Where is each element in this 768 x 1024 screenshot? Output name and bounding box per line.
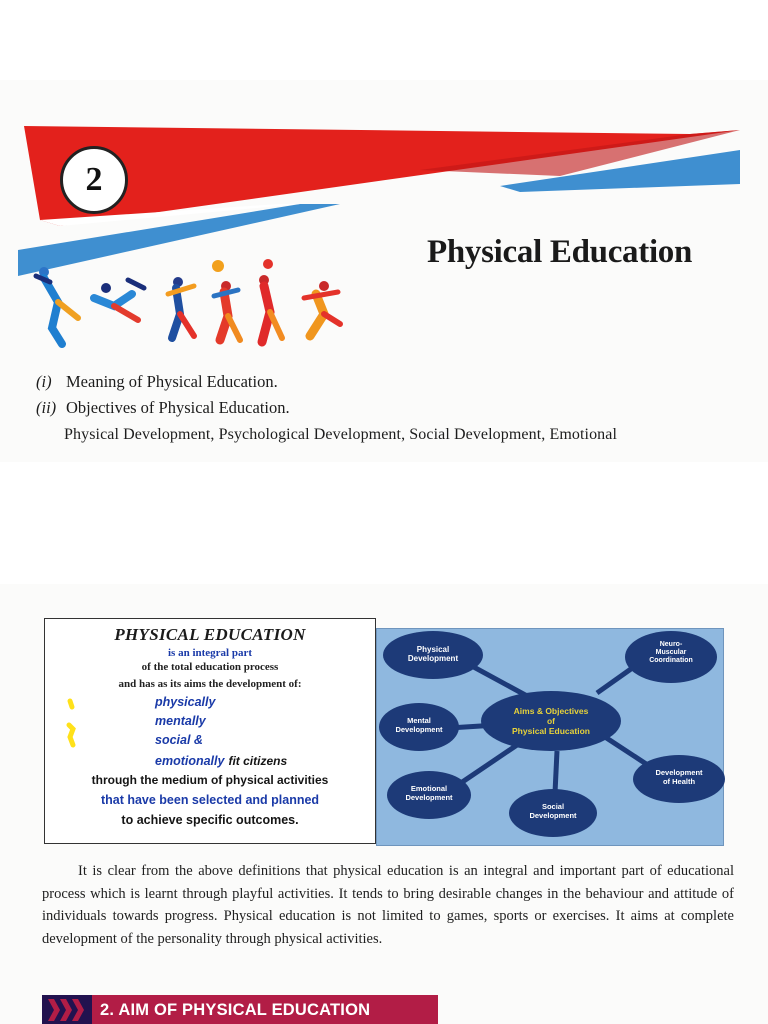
highlighter-mark <box>65 697 77 759</box>
definition-line: that have been selected and planned <box>100 793 320 807</box>
content-page <box>0 584 768 1024</box>
mindmap-label-emotional: Emotional Development <box>405 784 453 802</box>
definition-line: is an integral part <box>167 647 253 659</box>
aim-suffix: fit citizens <box>228 754 288 768</box>
section-title: 2. AIM OF PHYSICAL EDUCATION <box>100 1000 371 1019</box>
athlete-figure-3 <box>168 277 194 338</box>
connector-social <box>555 751 557 793</box>
aim-word: social & <box>155 733 203 747</box>
chapter-title: Physical Education <box>427 234 693 270</box>
body-paragraph: It is clear from the above definitions that physical education is an integral and important part of educational process which is learnt through playful activities. It tends to bring desirable changes in the behaviour and attitude of individuals towards progress. Physical education is not limited to games, sports or exercises. It aims at complete development of the personality through physical activities. <box>42 863 734 947</box>
definition-box <box>44 618 376 844</box>
athlete-figure-5 <box>259 259 282 342</box>
definition-line: to achieve specific outcomes. <box>121 813 299 827</box>
mindmap-label-social: Social Development <box>529 802 577 820</box>
athlete-figure-1 <box>36 267 78 344</box>
chevron-icon <box>42 995 92 1024</box>
topic-numeral: (i) <box>36 372 52 391</box>
athlete-figure-6 <box>304 281 340 336</box>
mindmap-label-health: Development of Health <box>655 768 703 786</box>
topic-item-2 <box>36 398 290 418</box>
mindmap-label-mental: Mental Development <box>395 716 443 734</box>
topic-numeral: (ii) <box>36 398 57 417</box>
definition-heading: PHYSICAL EDUCATION <box>114 625 306 644</box>
athlete-figure-4 <box>212 260 240 340</box>
definition-line: of the total education process <box>141 661 279 673</box>
aim-word: physically <box>155 695 216 709</box>
definition-line: and has as its aims the development of: <box>118 678 302 690</box>
aim-word: mentally <box>155 714 206 728</box>
topic-subitems: Physical Development, Psychological Development, Social Development, Emotional <box>64 426 618 443</box>
aim-word-emotional <box>155 752 287 770</box>
definition-line: through the medium of physical activities <box>91 773 329 787</box>
topic-text: Meaning of Physical Education. <box>66 372 278 391</box>
mindmap-label-physical: Physical Development <box>407 645 459 664</box>
aims-mindmap <box>376 628 724 846</box>
athletes-illustration <box>28 258 358 350</box>
mindmap-label-neuro: Neuro- Muscular Coordination <box>649 641 693 665</box>
mindmap-center-label: Aims & Objectives of Physical Education <box>512 706 590 736</box>
topic-text: Objectives of Physical Education. <box>66 398 290 417</box>
chapter-number-badge: 2 <box>60 146 128 214</box>
athlete-figure-2 <box>94 280 144 320</box>
section-heading-bar <box>42 995 438 1024</box>
topic-item-1 <box>36 372 278 392</box>
aim-word-emotionally: emotionally <box>155 754 225 768</box>
chapter-header-page <box>0 80 768 462</box>
